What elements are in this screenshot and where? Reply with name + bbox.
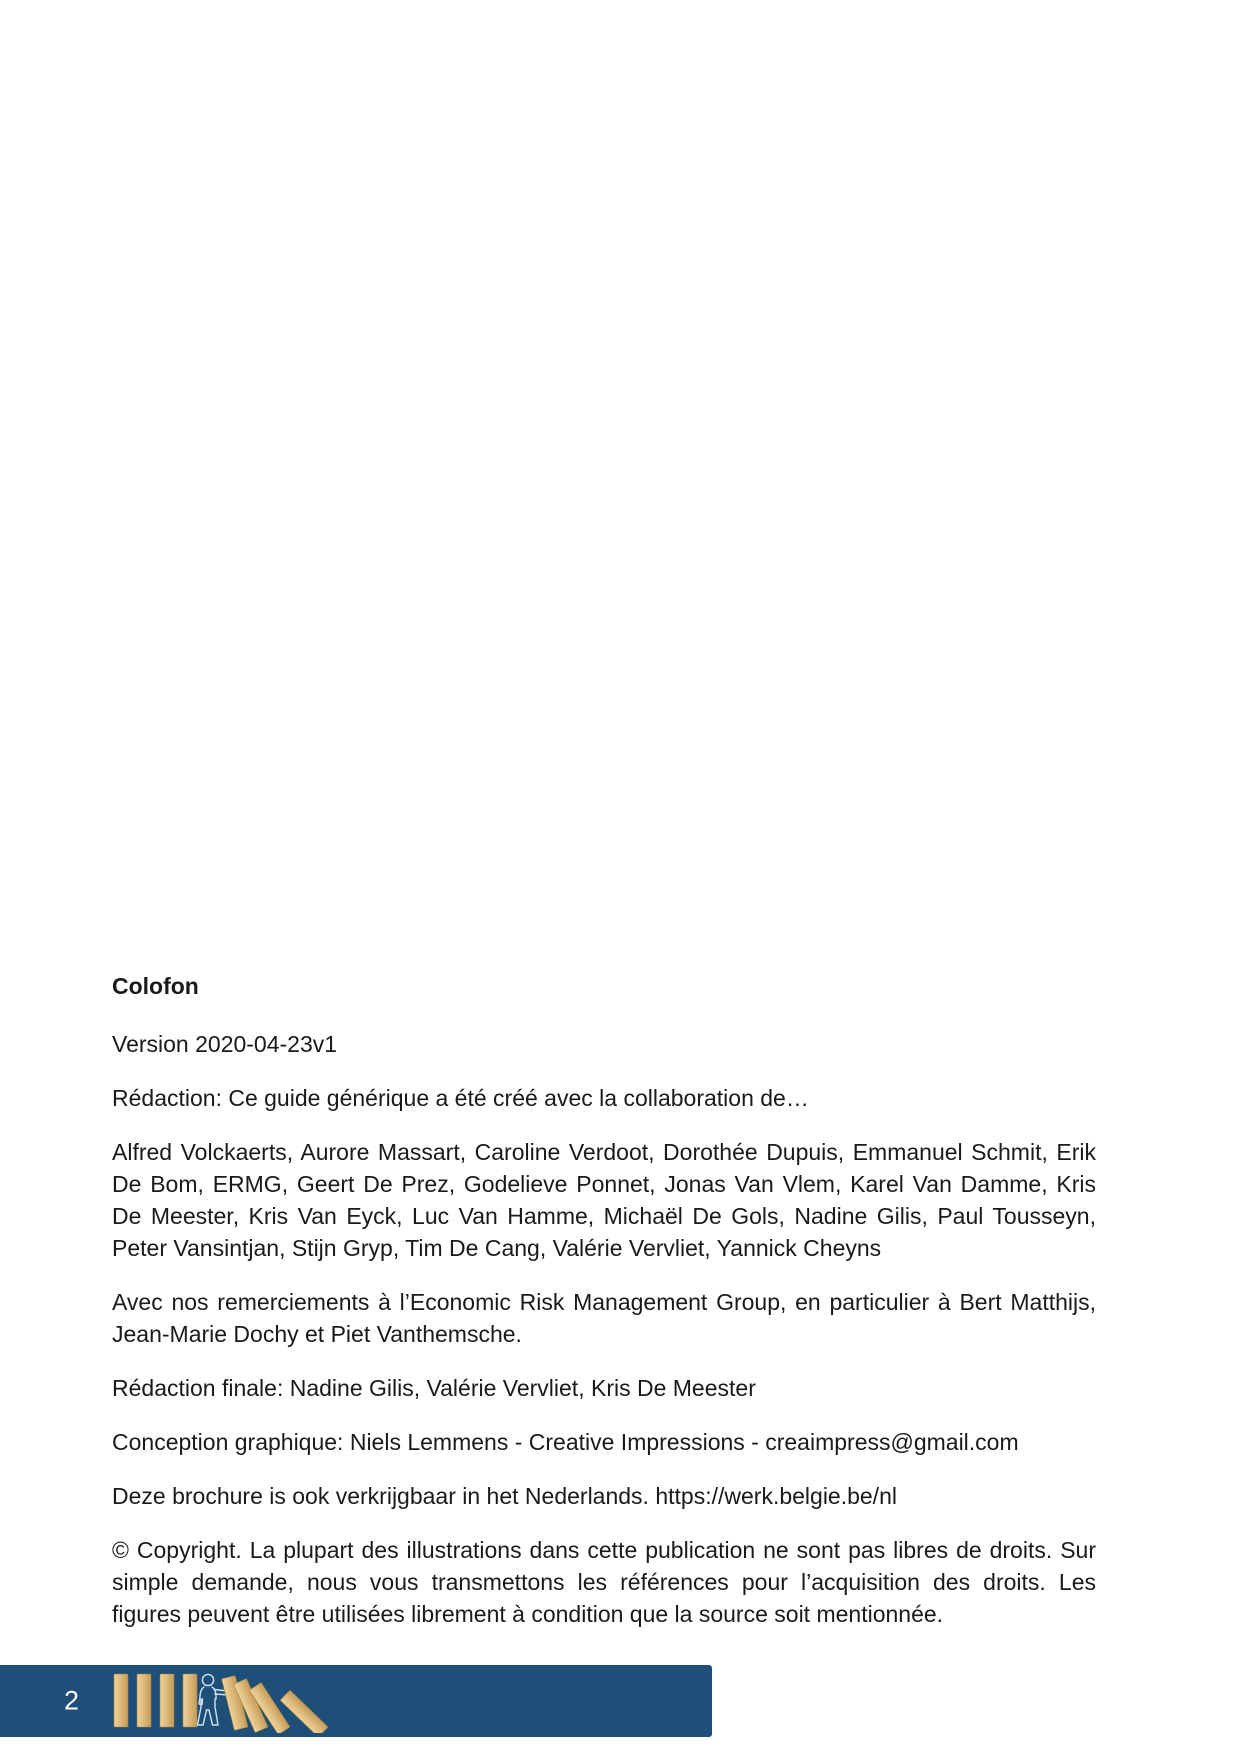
copyright-notice: © Copyright. La plupart des illustrations dans cette publication ne sont pas libres de droits. Sur simple demande, nous vous transmettons les références pour l’acquisition des droits. Les figures peuvent être utilisées librement à condition que la source soit mentionnée. xyxy=(112,1537,1096,1627)
standing-dominoes-icon xyxy=(114,1674,197,1727)
domino-effect-illustration xyxy=(108,1669,348,1733)
final-redaction: Rédaction finale: Nadine Gilis, Valérie Vervliet, Kris De Meester xyxy=(112,1375,756,1401)
page-number: 2 xyxy=(64,1685,80,1716)
graphic-design: Conception graphique: Niels Lemmens - Creative Impressions - creaimpress@gmail.com xyxy=(112,1429,1019,1455)
falling-dominoes-icon xyxy=(222,1676,328,1733)
redaction-intro: Rédaction: Ce guide générique a été créé avec la collaboration de… xyxy=(112,1085,809,1111)
colophon-heading: Colofon xyxy=(112,973,199,999)
colophon-section xyxy=(112,970,1096,1630)
contributors-list: Alfred Volckaerts, Aurore Massart, Caroline Verdoot, Dorothée Dupuis, Emmanuel Schmit, Erik De Bom, ERMG, Geert De Prez, Godelieve Ponnet, Jonas Van Vlem, Karel Van Damme, Kris De Meester, Kris Van Eyck, Luc Van Hamme, Michaël De Gols, Nadine Gilis, Paul Tousseyn, Peter Vansintjan, Stijn Gryp, Tim De Cang, Valérie Vervliet, Yannick Cheyns xyxy=(112,1139,1096,1261)
dutch-version-link[interactable]: https://werk.belgie.be/nl xyxy=(655,1483,897,1509)
dutch-version-note xyxy=(112,1480,1096,1512)
footer-bar xyxy=(0,1665,712,1737)
dutch-note-text: Deze brochure is ook verkrijgbaar in het Nederlands. xyxy=(112,1483,656,1509)
acknowledgements: Avec nos remerciements à l’Economic Risk Management Group, en particulier à Bert Matthijs, Jean-Marie Dochy et Piet Vanthemsche. xyxy=(112,1289,1096,1347)
version-line: Version 2020-04-23v1 xyxy=(112,1031,338,1057)
